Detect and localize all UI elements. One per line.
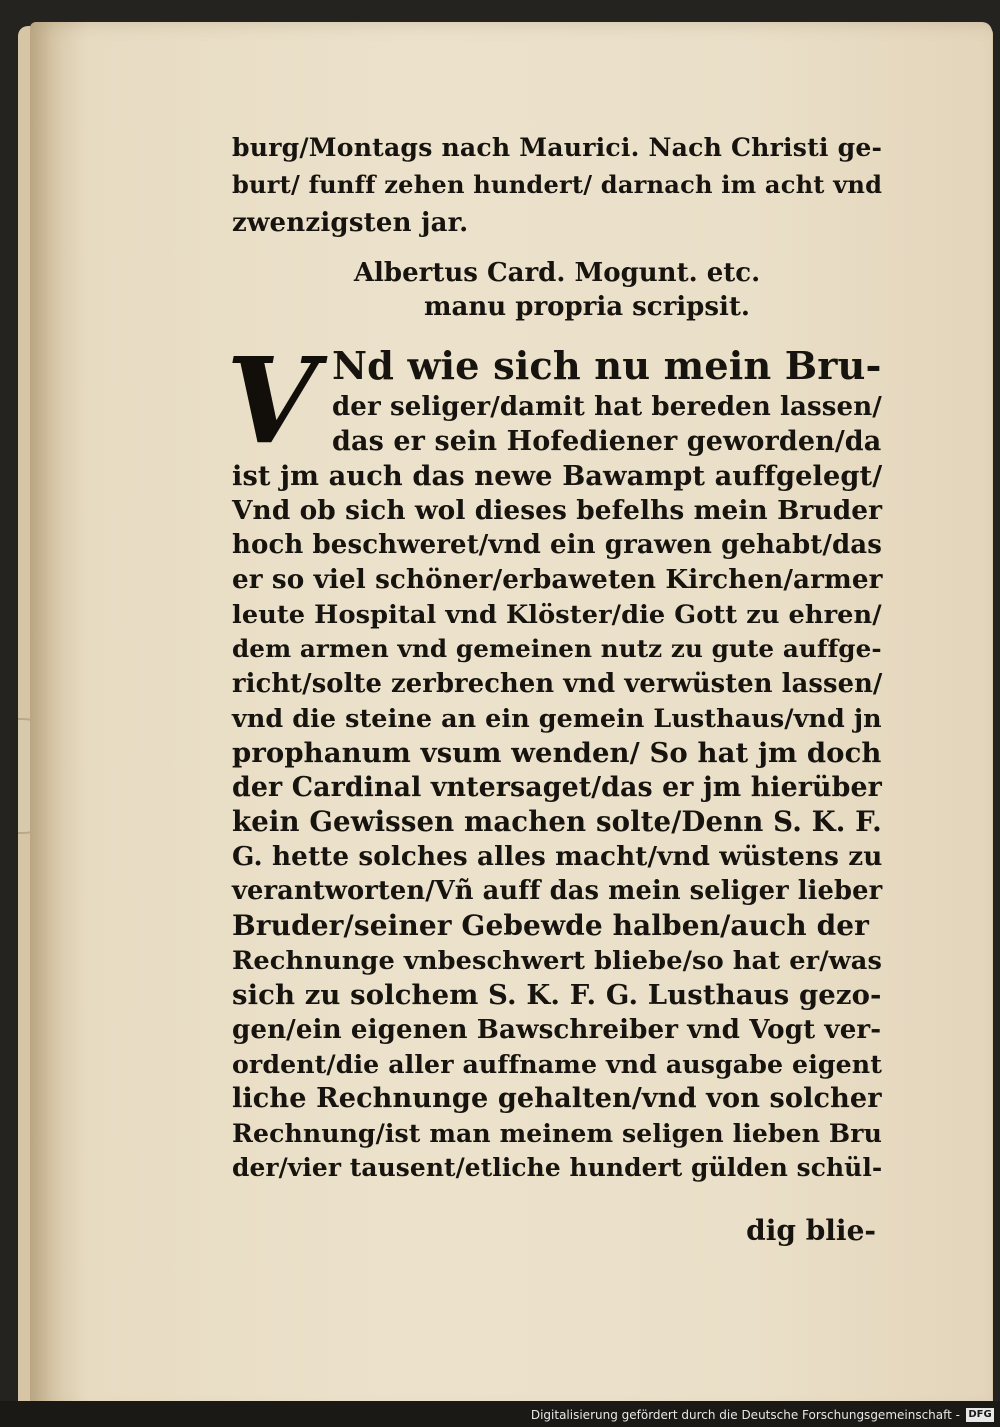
body-line: der seliger/damit hat bereden lassen/ xyxy=(332,392,882,422)
signature-line: manu propria scripsit. xyxy=(424,292,750,322)
opening-lines xyxy=(232,128,882,242)
body-line: dem armen vnd gemeinen nutz zu gute auffge- xyxy=(232,634,882,664)
body-line: Rechnunge vnbeschwert bliebe/so hat er/was xyxy=(232,945,883,976)
body-line: Vnd ob sich wol dieses befelhs mein Bruder xyxy=(232,494,883,526)
body-line: Bruder/seiner Gebewde halben/auch der xyxy=(232,908,870,942)
opening-line: burg/Montags nach Maurici. Nach Christi ge- xyxy=(232,132,883,162)
body-line: G. hette solches alles macht/vnd wüstens zu xyxy=(232,840,883,872)
body-line: kein Gewissen machen solte/Denn S. K. F. xyxy=(232,805,882,839)
body-line: sich zu solchem S. K. F. G. Lusthaus gezo- xyxy=(232,979,882,1012)
funding-notice: Digitalisierung gefördert durch die Deutsche Forschungsgemeinschaft - xyxy=(530,1408,960,1422)
body-line: verantworten/Vñ auff das mein seliger lieber xyxy=(232,876,883,907)
body-line: liche Rechnunge gehalten/vnd von solcher xyxy=(232,1082,882,1114)
catchword: dig blie- xyxy=(746,1213,876,1247)
opening-line: zwenzigsten jar. xyxy=(232,208,469,238)
body-line: hoch beschweret/vnd ein grawen gehabt/das xyxy=(232,530,882,561)
signature xyxy=(232,256,882,324)
body-text xyxy=(226,331,883,1248)
text-block xyxy=(226,128,883,1276)
body-line: gen/ein eigenen Bawschreiber vnd Vogt ver- xyxy=(232,1013,882,1045)
body-line: ordent/die aller auffname vnd ausgabe eigent xyxy=(232,1049,882,1080)
body-line: vnd die steine an ein gemein Lusthaus/vnd jn xyxy=(232,703,882,734)
body-line: er so viel schöner/erbaweten Kirchen/armer xyxy=(232,563,883,595)
body-line: das er sein Hofediener geworden/da xyxy=(332,425,882,457)
body-line: leute Hospital vnd Klöster/die Gott zu ehren/ xyxy=(232,599,882,630)
body-line: Rechnung/ist man meinem seligen lieben Bru xyxy=(232,1118,882,1149)
footer-bar xyxy=(0,1401,1000,1427)
signature-line: Albertus Card. Mogunt. etc. xyxy=(353,258,761,288)
opening-line: burt/ funff zehen hundert/ darnach im acht vnd xyxy=(232,170,883,199)
body-line: prophanum vsum wenden/ So hat jm doch xyxy=(232,736,882,769)
body-line: der Cardinal vntersaget/das er jm hierüber xyxy=(232,771,882,803)
dfg-logo: DFG xyxy=(966,1408,994,1422)
body-line: ist jm auch das newe Bawampt auffgelegt/ xyxy=(232,460,883,493)
body-line: richt/solte zerbrechen vnd verwüsten lassen/ xyxy=(232,668,883,699)
decorated-initial: V xyxy=(226,331,318,470)
body-line: der/vier tausent/etliche hundert gülden schül- xyxy=(232,1153,883,1183)
body-line: Nd wie sich nu mein Bru- xyxy=(332,344,882,389)
